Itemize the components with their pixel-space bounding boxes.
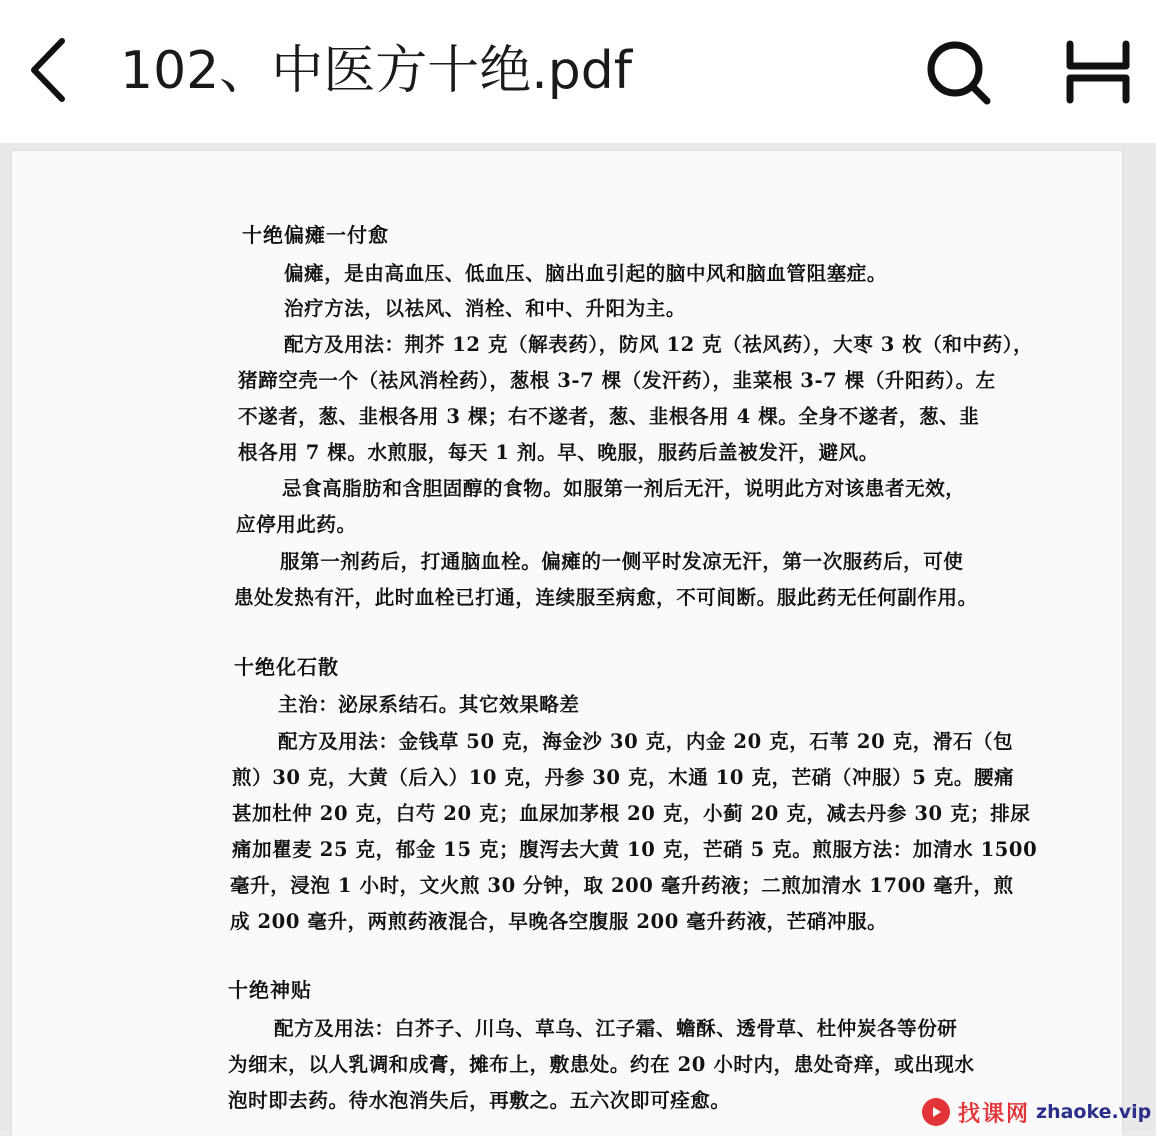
- watermark: [922, 1094, 1154, 1130]
- text-line: 根各用 7 棵。水煎服，每天 1 剂。早、晚服，服药后盖被发汗，避风。: [238, 441, 879, 464]
- layout-toggle-icon: [1064, 40, 1132, 104]
- text-line: 偏瘫，是由高血压、低血压、脑出血引起的脑中风和脑血管阻塞症。: [284, 262, 888, 285]
- search-icon: [923, 37, 993, 107]
- text-line: 配方及用法：白芥子、川乌、草乌、江子霜、蟾酥、透骨草、杜仲炭各等份研: [274, 1017, 958, 1040]
- text-line: 毫升，浸泡 1 小时，文火煎 30 分钟，取 200 毫升药液；二煎加清水 1700 毫升，煎: [230, 874, 1014, 897]
- chevron-left-icon: [26, 35, 70, 105]
- text-line: 泡时即去药。待水泡消失后，再敷之。五六次即可痊愈。: [228, 1089, 731, 1112]
- document-viewer[interactable]: [0, 143, 1156, 1131]
- text-line: 成 200 毫升，两煎药液混合，早晚各空腹服 200 毫升药液，芒硝冲服。: [230, 910, 888, 933]
- text-line: 应停用此药。: [236, 513, 357, 536]
- pdf-page: [12, 151, 1122, 1136]
- back-button[interactable]: [18, 30, 78, 110]
- page-content: [12, 151, 1122, 1136]
- text-line: 配方及用法：荆芥 12 克（解表药），防风 12 克（祛风药），大枣 3 枚（和中药），: [284, 333, 1034, 356]
- section-heading: 十绝化石散: [234, 655, 339, 679]
- section-heading: 十绝神贴: [228, 978, 312, 1002]
- text-line: 主治：泌尿系结石。其它效果略差: [278, 693, 580, 716]
- text-line: 猪蹄空壳一个（祛风消栓药），葱根 3-7 棵（发汗药），韭菜根 3-7 棵（升阳药）。左: [238, 369, 996, 392]
- text-line: 配方及用法：金钱草 50 克，海金沙 30 克，内金 20 克，石苇 20 克，滑石（包: [278, 730, 1014, 753]
- layout-toggle-button[interactable]: [1058, 36, 1138, 108]
- text-line: 治疗方法，以祛风、消栓、和中、升阳为主。: [284, 297, 687, 320]
- document-title: 102、中医方十绝.pdf: [120, 41, 633, 101]
- section-heading: 十绝偏瘫一付愈: [242, 223, 389, 247]
- text-line: 不遂者，葱、韭根各用 3 棵；右不遂者，葱、韭根各用 4 棵。全身不遂者，葱、韭: [238, 405, 980, 428]
- search-button[interactable]: [918, 36, 998, 108]
- text-line: 服第一剂药后，打通脑血栓。偏瘫的一侧平时发凉无汗，第一次服药后，可使: [280, 550, 964, 573]
- text-line: 忌食高脂肪和含胆固醇的食物。如服第一剂后无汗，说明此方对该患者无效，: [282, 477, 966, 500]
- text-line: 煎）30 克，大黄（后入）10 克，丹参 30 克，木通 10 克，芒硝（冲服）5 克。腰痛: [232, 766, 1015, 789]
- text-line: 为细末，以人乳调和成膏，摊布上，敷患处。约在 20 小时内，患处奇痒，或出现水: [228, 1053, 975, 1076]
- top-app-bar: [0, 0, 1156, 143]
- text-line: 痛加瞿麦 25 克，郁金 15 克；腹泻去大黄 10 克，芒硝 5 克。煎服方法：加清水 1500: [232, 838, 1038, 861]
- watermark-text-en: zhaoke.vip: [1036, 1101, 1152, 1123]
- text-line: 患处发热有汗，此时血栓已打通，连续服至病愈，不可间断。服此药无任何副作用。: [234, 586, 978, 609]
- watermark-text-cn: 找课网: [958, 1101, 1031, 1127]
- text-line: 甚加杜仲 20 克，白芍 20 克；血尿加茅根 20 克，小蓟 20 克，减去丹参 30 克；排尿: [232, 802, 1031, 825]
- play-logo-icon: [922, 1098, 950, 1126]
